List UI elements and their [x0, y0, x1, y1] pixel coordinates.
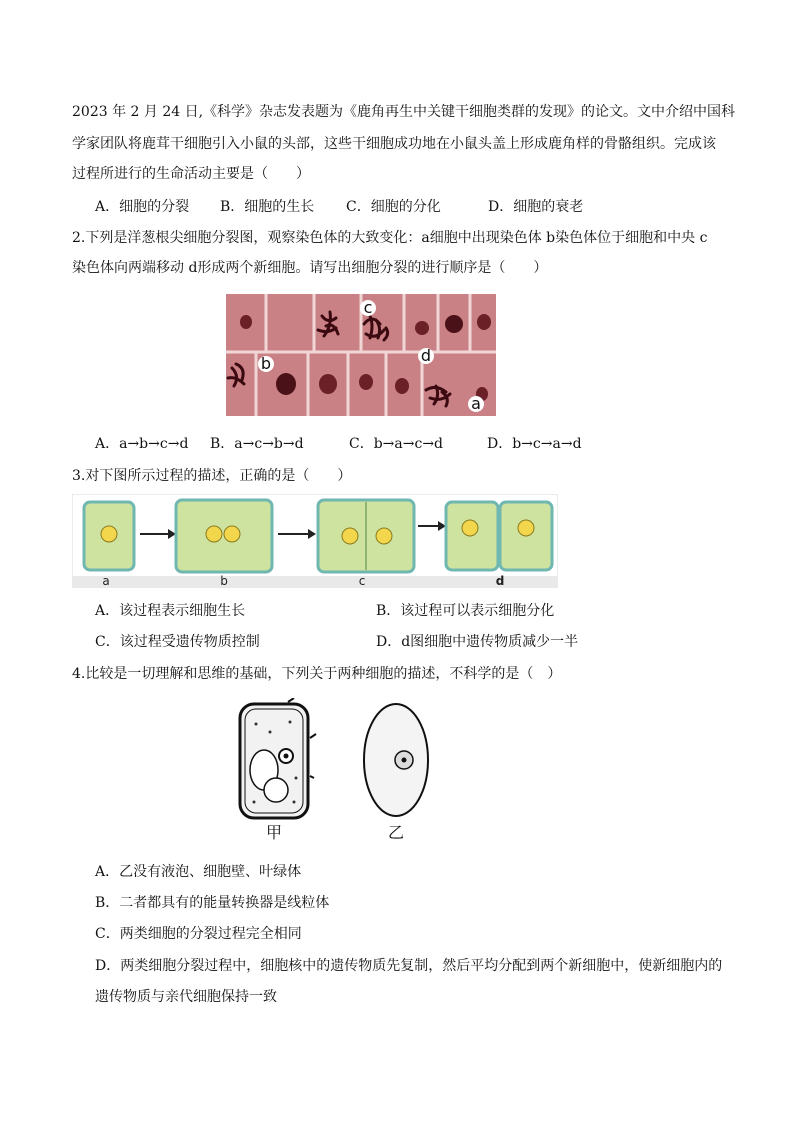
q4-option-d-continued: 遗传物质与亲代细胞保持一致 — [95, 989, 277, 1005]
q3-option-a[interactable]: A．该过程表示细胞生长 — [95, 603, 246, 619]
process-label-d: d — [495, 574, 505, 588]
q4-option-b[interactable]: B．二者都具有的能量转换器是线粒体 — [95, 895, 330, 911]
q4-stem: 4.比较是一切理解和思维的基础，下列关于两种细胞的描述，不科学的是（ ） — [72, 666, 562, 682]
two-cells-svg — [230, 698, 430, 844]
q4-option-a[interactable]: A．乙没有液泡、细胞壁、叶绿体 — [95, 864, 302, 880]
cell-label-jia: 甲 — [265, 823, 283, 842]
micrograph-label-b: b — [260, 354, 272, 373]
q4-option-d[interactable]: D．两类细胞分裂过程中，细胞核中的遗传物质先复制，然后平均分配到两个新细胞中，使新细胞内的 — [95, 958, 723, 974]
q3-option-d[interactable]: D．d图细胞中遗传物质减少一半 — [376, 634, 579, 650]
q1-option-a[interactable]: A．细胞的分裂 — [95, 199, 190, 215]
micrograph-label-a: a — [471, 394, 481, 413]
q1-option-c[interactable]: C．细胞的分化 — [346, 199, 441, 215]
cell-process-figure — [72, 494, 558, 588]
q1-stem-line-2: 学家团队将鹿茸干细胞引入小鼠的头部，这些干细胞成功地在小鼠头盖上形成鹿角样的骨骼组织。完成该 — [72, 136, 716, 152]
micrograph-svg — [226, 294, 496, 416]
micrograph-label-c: c — [363, 298, 373, 317]
q2-option-a[interactable]: A．a→b→c→d — [95, 436, 189, 452]
q2-option-b[interactable]: B．a→c→b→d — [210, 436, 304, 452]
q3-option-c[interactable]: C．该过程受遗传物质控制 — [95, 634, 260, 650]
q1-option-b[interactable]: B．细胞的生长 — [220, 199, 315, 215]
cell-process-svg — [72, 494, 558, 588]
process-label-c: c — [358, 574, 366, 588]
q4-option-c[interactable]: C．两类细胞的分裂过程完全相同 — [95, 926, 302, 942]
q1-option-d[interactable]: D．细胞的衰老 — [488, 199, 584, 215]
cell-label-yi: 乙 — [387, 823, 405, 842]
onion-root-micrograph — [226, 294, 496, 416]
process-label-b: b — [220, 574, 228, 588]
q2-stem-line-1: 2.下列是洋葱根尖细胞分裂图，观察染色体的大致变化：a细胞中出现染色体 b染色体位于细胞和中央 c — [72, 230, 708, 246]
process-label-a: a — [102, 574, 110, 588]
q2-option-c[interactable]: C．b→a→c→d — [349, 436, 444, 452]
q3-option-b[interactable]: B．该过程可以表示细胞分化 — [376, 603, 555, 619]
two-cells-figure — [230, 698, 430, 844]
q1-stem-line-1: 2023 年 2 月 24 日,《科学》杂志发表题为《鹿角再生中关键干细胞类群的发现》的论文。文中介绍中国科 — [72, 104, 736, 120]
q2-stem-line-2: 染色体向两端移动 d形成两个新细胞。请写出细胞分裂的进行顺序是（ ） — [72, 260, 548, 276]
q1-stem-line-3: 过程所进行的生命活动主要是（ ） — [72, 166, 310, 182]
micrograph-label-d: d — [420, 346, 432, 365]
q3-stem: 3.对下图所示过程的描述，正确的是（ ） — [72, 468, 352, 484]
q2-option-d[interactable]: D．b→c→a→d — [487, 436, 582, 452]
